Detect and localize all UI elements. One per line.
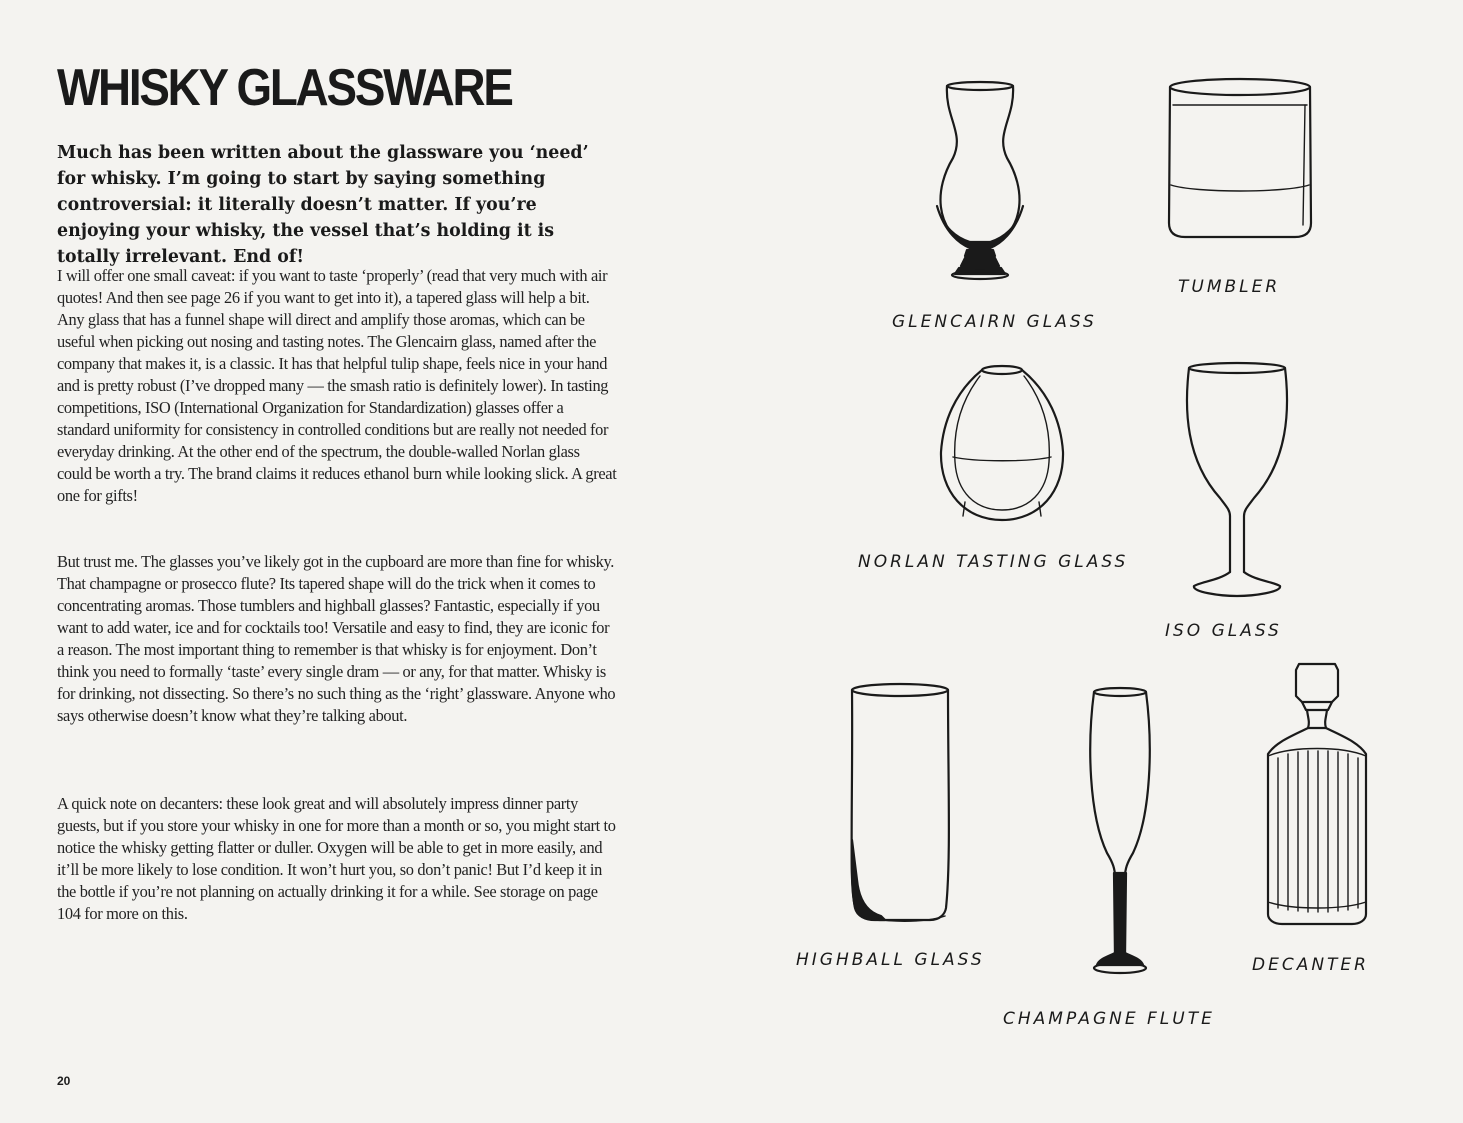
page-number: 20	[57, 1074, 71, 1088]
label-glencairn-glass: GLENCAIRN GLASS	[892, 312, 1097, 332]
tumbler-icon	[1165, 75, 1315, 245]
body-paragraph-1: I will offer one small caveat: if you want to taste ‘properly’ (read that very much with air quotes! And then see page 26 if you want to get into it), a tapered glass will help a bit. Any glass that has a funnel shape will direct and amplify those aromas, which can be useful when picking out nosing and tasting notes. The Glencairn glass, named after the company that makes it, is a classic. It has that helpful tulip shape, feels nice in your hand and is pretty robust (I’ve dropped many — the smash ratio is definitely lower). In tasting competitions, ISO (International Organization for Standardization) glasses offer a standard uniformity for consistency in controlled conditions but are really not needed for everyday drinking. At the other end of the spectrum, the double-walled Norlan glass could be worth a try. The brand claims it reduces ethanol burn while looking slick. A great one for gifts!	[57, 266, 617, 505]
highball-glass-icon	[845, 680, 955, 925]
label-tumbler: TUMBLER	[1178, 277, 1281, 297]
body-paragraph-3: A quick note on decanters: these look great and will absolutely impress dinner party guests, but if you store your whisky in one for more than a month or so, you might start to notice the whisky getting flatter or duller. Oxygen will be able to get in more easily, and it’ll be more likely to lose condition. It won’t hurt you, so don’t panic! But I’d keep it in the bottle if you’re not planning on actually drinking it for a while. See storage on page 104 for more on this.	[57, 794, 616, 923]
iso-glass-icon	[1180, 360, 1295, 600]
champagne-flute-icon	[1085, 685, 1155, 980]
norlan-glass-icon	[935, 362, 1070, 527]
label-norlan-tasting-glass: NORLAN TASTING GLASS	[858, 552, 1129, 572]
label-highball-glass: HIGHBALL GLASS	[796, 950, 985, 970]
decanter-icon	[1252, 658, 1382, 930]
page-title: WHISKY GLASSWARE	[57, 59, 512, 117]
glencairn-glass-icon	[925, 78, 1035, 283]
label-decanter: DECANTER	[1252, 955, 1369, 975]
body-paragraph-2: But trust me. The glasses you’ve likely got in the cupboard are more than fine for whisky. That champagne or prosecco flute? Its tapered shape will do the trick when it comes to concentrating aromas. Those tumblers and highball glasses? Fantastic, especially if you want to add water, ice and for cocktails too! Versatile and easy to find, they are iconic for a reason. The most important thing to remember is that whisky is for enjoyment. Don’t think you need to formally ‘taste’ every single dram — or any, for that matter. Whisky is for drinking, not dissecting. So there’s no such thing as the ‘right’ glassware. Anyone who says otherwise doesn’t know what they’re talking about.	[57, 552, 616, 725]
intro-paragraph: Much has been written about the glassware you ‘need’ for whisky. I’m going to start by saying something controversial: it literally doesn’t matter. If you’re enjoying your whisky, the vessel that’s holding it is totally irrelevant. End of!	[57, 143, 589, 267]
label-champagne-flute: CHAMPAGNE FLUTE	[1003, 1009, 1215, 1029]
label-iso-glass: ISO GLASS	[1165, 621, 1282, 641]
